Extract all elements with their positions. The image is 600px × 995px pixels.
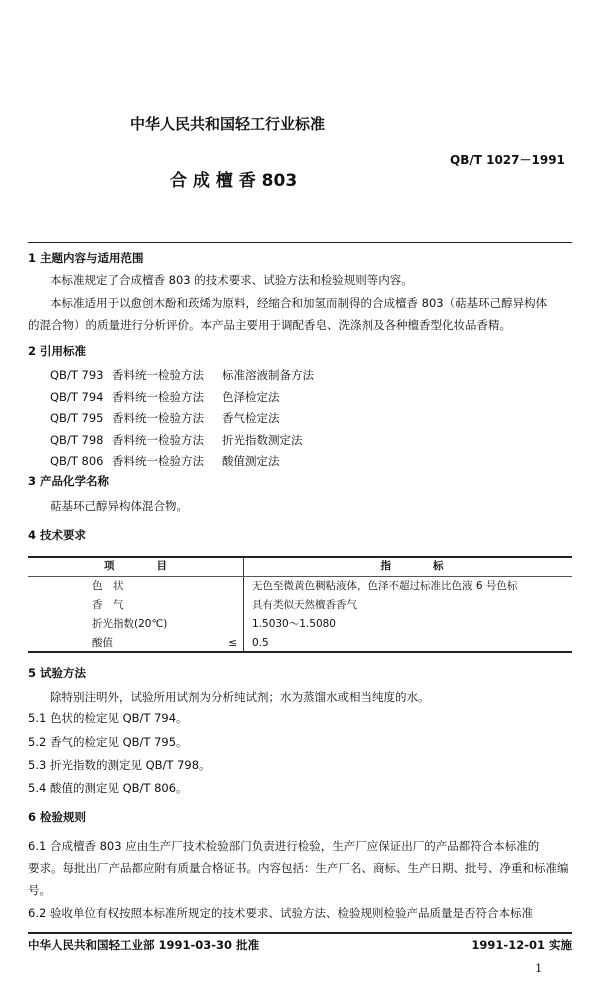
issuer: 中华人民共和国轻工行业标准 <box>130 115 326 133</box>
column-header: 项 目 <box>28 557 244 577</box>
s6-heading: 6 检验规则 <box>28 810 87 824</box>
s2-heading: 2 引用标准 <box>28 344 87 358</box>
cell: 0.5 <box>252 637 269 649</box>
requirements-table <box>28 557 572 653</box>
less-equal-sign: ≤ <box>228 637 237 649</box>
approval-date: 中华人民共和国轻工业部 1991-03-30 批准 <box>28 938 260 952</box>
cell: 香 气 <box>92 599 124 611</box>
paragraph: 萜基环己醇异构体混合物。 <box>50 499 188 513</box>
s4-heading: 4 技术要求 <box>28 528 87 542</box>
standard-code: QB/T 1027－1991 <box>450 153 565 167</box>
table-row <box>28 577 572 597</box>
reference-item: QB/T 806 香料统一检验方法 酸值测定法 <box>50 454 280 468</box>
s3-heading: 3 产品化学名称 <box>28 474 110 488</box>
cell: 无色至微黄色稠粘液体，色泽不超过标准比色液 6 号色标 <box>252 580 518 592</box>
doc-title: 合 成 檀 香 803 <box>170 171 298 191</box>
cell: 具有类似天然檀香香气 <box>252 599 357 611</box>
reference-item: QB/T 794 香料统一检验方法 色泽检定法 <box>50 390 280 404</box>
table-row <box>28 596 572 615</box>
s5-heading: 5 试验方法 <box>28 666 87 680</box>
table-row <box>28 615 572 634</box>
table-bottom-rule <box>28 651 572 653</box>
divider <box>28 242 572 243</box>
clause: 6.2 验收单位有权按照本标准所规定的技术要求、试验方法、检验规则检验产品质量是否符合本标准 <box>28 906 533 920</box>
paragraph: 本标准规定了合成檀香 803 的技术要求、试验方法和检验规则等内容。 <box>50 273 413 287</box>
clause: 要求。每批出厂产品都应附有质量合格证书。内容包括：生产厂名、商标、生产日期、批号、净重和标准编 <box>28 861 569 875</box>
table-header <box>28 557 572 577</box>
clause: 5.2 香气的检定见 QB/T 795。 <box>28 735 188 749</box>
cell: 酸值 <box>92 637 113 649</box>
s1-heading: 1 主题内容与适用范围 <box>28 251 144 265</box>
clause: 号。 <box>28 883 51 897</box>
paragraph: 的混合物）的质量进行分析评价。本产品主要用于调配香皂、洗涤剂及各种檀香型化妆品香精。 <box>28 318 511 332</box>
reference-item: QB/T 795 香料统一检验方法 香气检定法 <box>50 411 280 425</box>
footer-rule <box>28 932 572 934</box>
clause: 5.1 色状的检定见 QB/T 794。 <box>28 711 188 725</box>
cell: 折光指数(20℃) <box>92 618 168 630</box>
reference-item: QB/T 793 香料统一检验方法 标准溶液制备方法 <box>50 368 314 382</box>
clause: 5.4 酸值的测定见 QB/T 806。 <box>28 781 188 795</box>
reference-item: QB/T 798 香料统一检验方法 折光指数测定法 <box>50 433 303 447</box>
paragraph: 除特别注明外，试验所用试剂为分析纯试剂；水为蒸馏水或相当纯度的水。 <box>50 690 430 704</box>
clause: 5.3 折光指数的测定见 QB/T 798。 <box>28 758 211 772</box>
cell: 1.5030～1.5080 <box>252 618 336 630</box>
paragraph: 本标准适用于以愈创木酚和莰烯为原料，经缩合和加氢而制得的合成檀香 803（萜基环己醇异构体 <box>50 296 548 310</box>
page-number: 1 <box>535 961 543 975</box>
column-header: 指 标 <box>244 557 573 577</box>
cell: 色 状 <box>92 580 124 592</box>
effective-date: 1991-12-01 实施 <box>471 938 572 952</box>
clause: 6.1 合成檀香 803 应由生产厂技术检验部门负责进行检验，生产厂应保证出厂的产品都符合本标准的 <box>28 839 540 853</box>
